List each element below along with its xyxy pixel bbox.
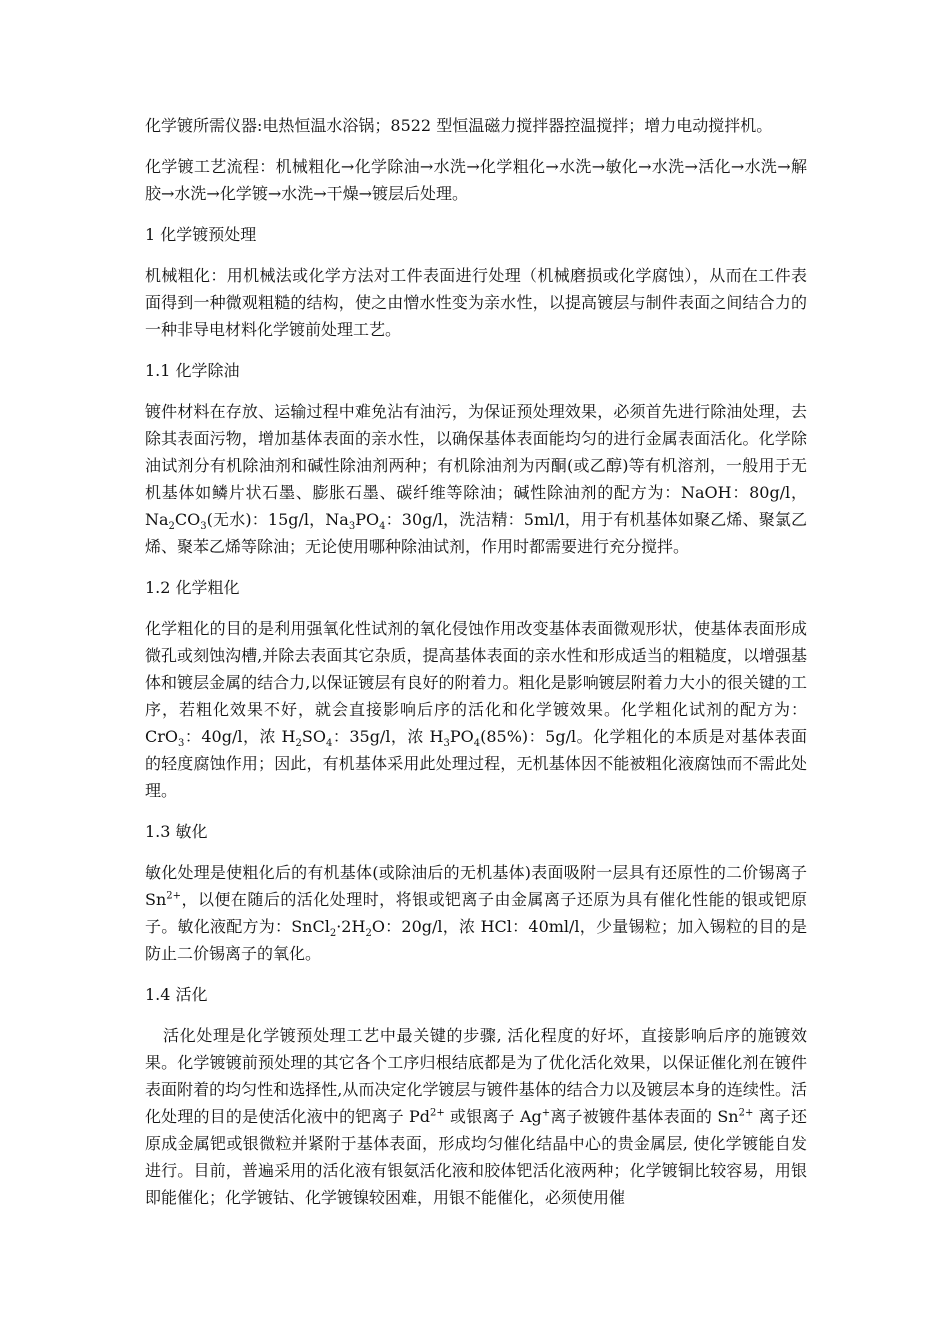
text-run: SO xyxy=(301,727,326,746)
paragraph-activation xyxy=(145,1022,807,1211)
subscript: 2 xyxy=(168,521,175,533)
text-run: 化学粗化的目的是利用强氧化性试剂的氧化侵蚀作用改变基体表面微观形状，使基体表面形成微孔或刻蚀沟槽,并除去表面其它杂质，提高基体表面的亲水性和形成适当的粗糙度，以增强基体和镀层金属的结合力,以保证镀层有良好的附着力。粗化是影响镀层附着力大小的很关键的工序，若粗化效果不好，就会直接影响后序的活化和化学镀效果。化学粗化试剂的配方为：CrO xyxy=(145,619,807,746)
subscript: 3 xyxy=(443,738,450,750)
text-run: ：35g/l，浓 H xyxy=(332,727,444,746)
text-run: ·2H xyxy=(336,917,366,936)
subscript: 4 xyxy=(473,738,481,750)
text-run: ：40g/l，浓 H xyxy=(184,727,296,746)
paragraph-mechanical-roughening: 机械粗化：用机械法或化学方法对工件表面进行处理（机械磨损或化学腐蚀），从而在工件表面得到一种微观粗糙的结构，使之由憎水性变为亲水性，以提高镀层与制件表面之间结合力的一种非导电材料化学镀前处理工艺。 xyxy=(145,266,807,339)
paragraph-chemical-degreasing xyxy=(145,398,807,560)
text-run: ，以便在随后的活化处理时，将银或钯离子由金属离子还原为具有催化性能的银或钯原子。敏化液配方为：SnCl xyxy=(145,890,807,936)
superscript: + xyxy=(541,1107,551,1119)
text-run: 镀件材料在存放、运输过程中难免沾有油污，为保证预处理效果，必须首先进行除油处理，去除其表面污物，增加基体表面的亲水性，以确保基体表面能均匀的进行金属表面活化。化学除油试剂分有机除油剂和碱性除油剂两种；有机除油剂为丙酮(或乙醇)等有机溶剂，一般用于无机基体如鳞片状石墨、膨胀石墨、碳纤维等除油；碱性除油剂的配方为：NaOH：80g/l，Na xyxy=(145,402,807,529)
subscript: 2 xyxy=(295,738,302,750)
text-run: 离子还原成金属钯或银微粒并紧附于基体表面，形成均匀催化结晶中心的贵金属层, 使化学镀能自发进行。目前，普遍采用的活化液有银氨活化液和胶体钯活化液两种；化学镀铜比较容易，用银即能催化；化学镀钴、化学镀镍较困难，用银不能催化，必须使用催 xyxy=(145,1107,807,1207)
superscript: 2+ xyxy=(166,890,182,902)
paragraph-process-flow: 化学镀工艺流程：机械粗化→化学除油→水洗→化学粗化→水洗→敏化→水洗→活化→水洗→解胶→水洗→化学镀→水洗→干燥→镀层后处理。 xyxy=(145,157,807,203)
subscript: 2 xyxy=(329,928,337,940)
superscript: 2+ xyxy=(430,1107,445,1119)
section-heading-1-4: 1.4 活化 xyxy=(145,985,208,1004)
paragraph-instruments: 化学镀所需仪器:电热恒温水浴锅；8522 型恒温磁力搅拌器控温搅拌；增力电动搅拌机。 xyxy=(145,116,773,135)
paragraph-chemical-roughening xyxy=(145,615,807,804)
text-run: CO xyxy=(174,510,201,529)
text-run: O：20g/l，浓 HCl：40ml/l，少量锡粒；加入锡粒的目的是防止二价锡离子的氧化。 xyxy=(145,917,807,963)
text-run: 敏化处理是使粗化后的有机基体(或除油后的无机基体)表面吸附一层具有还原性的二价锡离子 Sn xyxy=(145,863,807,909)
superscript: 2+ xyxy=(738,1107,754,1119)
text-run: PO xyxy=(449,727,474,746)
subscript: 4 xyxy=(379,521,386,533)
subscript: 4 xyxy=(325,738,333,750)
section-heading-1-2: 1.2 化学粗化 xyxy=(145,578,240,597)
paragraph-sensitization xyxy=(145,859,807,967)
document-page xyxy=(145,112,807,1225)
text-run: (85%)：5g/l。化学粗化的本质是对基体表面的轻度腐蚀作用；因此，有机基体采用此处理过程，无机基体因不能被粗化液腐蚀而不需此处理。 xyxy=(145,727,807,800)
subscript: 2 xyxy=(365,928,372,940)
text-run: PO xyxy=(355,510,380,529)
text-run: (无水)：15g/l，Na xyxy=(206,510,349,529)
section-heading-1-3: 1.3 敏化 xyxy=(145,822,208,841)
subscript: 3 xyxy=(348,521,356,533)
text-run: 活化处理是化学镀预处理工艺中最关键的步骤, 活化程度的好坏，直接影响后序的施镀效果。化学镀镀前预处理的其它各个工序归根结底都是为了优化活化效果，以保证催化剂在镀件表面附着的均匀性和选择性,从而决定化学镀层与镀件基体的结合力以及镀层本身的连续性。活化处理的目的是使活化液中的钯离子 Pd xyxy=(145,1026,807,1126)
subscript: 3 xyxy=(178,738,185,750)
section-heading-1-1: 1.1 化学除油 xyxy=(145,361,240,380)
subscript: 3 xyxy=(200,521,207,533)
text-run: 离子被镀件基体表面的 Sn xyxy=(550,1107,739,1126)
text-run: ：30g/l，洗洁精：5ml/l，用于有机基体如聚乙烯、聚氯乙烯、聚苯乙烯等除油；无论使用哪种除油试剂，作用时都需要进行充分搅拌。 xyxy=(145,510,807,556)
section-heading-1: 1 化学镀预处理 xyxy=(145,225,257,244)
text-run: 或银离子 Ag xyxy=(444,1107,542,1126)
